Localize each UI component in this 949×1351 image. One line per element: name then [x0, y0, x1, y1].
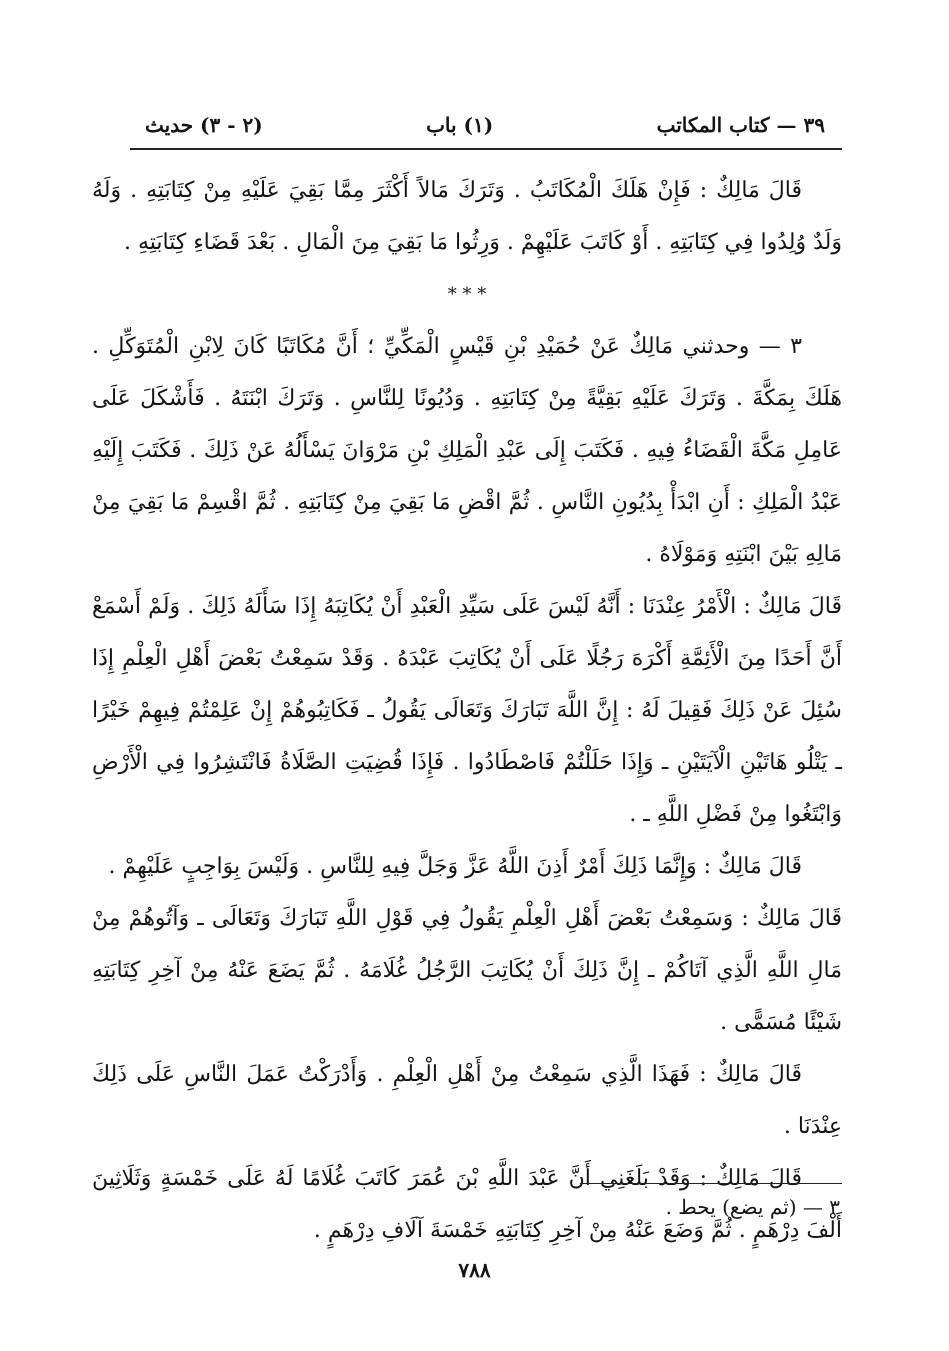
page-title: ٣٩ — كتاب المكاتب [656, 113, 825, 137]
paragraph-4: قَالَ مَالِكٌ : وَإِنَّمَا ذَلِكَ أَمْرٌ أَذِنَ اللَّهُ عَزَّ وَجَلَّ فِيهِ لِلنَّاسِ . وَلَيْسَ بِوَاجِبٍ عَلَيْهِمْ . [108, 854, 802, 879]
main-text [92, 165, 842, 1257]
footnote-divider [580, 1183, 842, 1184]
paragraph-5: قَالَ مَالِكٌ : وَسَمِعْتُ بَعْضَ أَهْلِ الْعِلْمِ يَقُولُ فِي قَوْلِ اللَّهِ تَبَارَكَ وَتَعَالَى ـ وَآتُوهُمْ مِنْ مَالِ اللَّهِ الَّذِي آتَاكُمْ ـ إِنَّ ذَلِكَ أَنْ يُكَاتِبَ الرَّجُلُ غُلَامَهُ . ثُمَّ يَضَعَ عَنْهُ مِنْ آخِرِ كِتَابَتِهِ شَيْئًا مُسَمًّى . [92, 906, 842, 1035]
footnote: ٣ — (ثم يضع) يحط . [665, 1195, 840, 1219]
paragraph-7: قَالَ مَالِكٌ : وَقَدْ بَلَغَنِي أَنَّ عَبْدَ اللَّهِ بْنَ عُمَرَ كَاتَبَ غُلَامًا لَهُ عَلَى خَمْسَةٍ وَثَلَاثِينَ أَلْفَ دِرْهَمٍ . ثُمَّ وَضَعَ عَنْهُ مِنْ آخِرِ كِتَابَتِهِ خَمْسَةَ آلَافِ دِرْهَمٍ . [92, 1166, 842, 1243]
paragraph-6: قَالَ مَالِكٌ : فَهَذَا الَّذِي سَمِعْتُ مِنْ أَهْلِ الْعِلْمِ . وَأَدْرَكْتُ عَمَلَ النَّاسِ عَلَى ذَلِكَ عِنْدَنَا . [92, 1062, 842, 1139]
section-separator: * * * [447, 284, 487, 305]
hadith-reference: (٢ - ٣) حديث [145, 113, 263, 137]
page-header [145, 108, 825, 142]
paragraph-3: قَالَ مَالِكٌ : الْأَمْرُ عِنْدَنَا : أَنَّهُ لَيْسَ عَلَى سَيِّدِ الْعَبْدِ أَنْ يُكَاتِبَهُ إِذَا سَأَلَهُ ذَلِكَ . وَلَمْ أَسْمَعْ أَنَّ أَحَدًا مِنَ الْأَئِمَّةِ أَكْرَهَ رَجُلًا عَلَى أَنْ يُكَاتِبَ عَبْدَهُ . وَقَدْ سَمِعْتُ بَعْضَ أَهْلِ الْعِلْمِ إِذَا سُئِلَ عَنْ ذَلِكَ فَقِيلَ لَهُ : إِنَّ اللَّهَ تَبَارَكَ وَتَعَالَى يَقُولُ ـ فَكَاتِبُوهُمْ إِنْ عَلِمْتُمْ فِيهِمْ خَيْرًا ـ يَتْلُو هَاتَيْنِ الْآيَتَيْنِ ـ وَإِذَا حَلَلْتُمْ فَاصْطَادُوا . فَإِذَا قُضِيَتِ الصَّلَاةُ فَانْتَشِرُوا فِي الْأَرْضِ وَابْتَغُوا مِنْ فَضْلِ اللَّهِ ـ . [92, 594, 842, 827]
paragraph-1: قَالَ مَالِكٌ : فَإِنْ هَلَكَ الْمُكَاتَبُ . وَتَرَكَ مَالاً أَكْثَرَ مِمَّا بَقِيَ عَلَيْهِ مِنْ كِتَابَتِهِ . وَلَهُ وَلَدٌ وُلِدُوا فِي كِتَابَتِهِ . أَوْ كَاتَبَ عَلَيْهِمْ . وَرِثُوا مَا بَقِيَ مِنَ الْمَالِ . بَعْدَ قَضَاءِ كِتَابَتِهِ . [92, 178, 842, 255]
page-number: ٧٨٨ [458, 1258, 491, 1282]
header-divider [130, 148, 842, 150]
paragraph-hadith-3: ٣ — وحدثني مَالِكٌ عَنْ حُمَيْدِ بْنِ قَيْسٍ الْمَكِّيِّ ؛ أَنَّ مُكَاتَبًا كَانَ لِابْنِ الْمُتَوَكِّلِ . هَلَكَ بِمَكَّةَ . وَتَرَكَ عَلَيْهِ بَقِيَّةً مِنْ كِتَابَتِهِ . وَدُيُونًا لِلنَّاسِ . وَتَرَكَ ابْنَتَهُ . فَأَشْكَلَ عَلَى عَامِلِ مَكَّةَ الْقَضَاءُ فِيهِ . فَكَتَبَ إِلَى عَبْدِ الْمَلِكِ بْنِ مَرْوَانَ يَسْأَلُهُ عَنْ ذَلِكَ . فَكَتَبَ إِلَيْهِ عَبْدُ الْمَلِكِ : أَنِ ابْدَأْ بِدُيُونِ النَّاسِ . ثُمَّ اقْضِ مَا بَقِيَ مِنْ كِتَابَتِهِ . ثُمَّ اقْسِمْ مَا بَقِيَ مِنْ مَالِهِ بَيْنَ ابْنَتِهِ وَمَوْلَاهُ . [92, 334, 842, 567]
chapter-label: (١) باب [426, 113, 494, 137]
